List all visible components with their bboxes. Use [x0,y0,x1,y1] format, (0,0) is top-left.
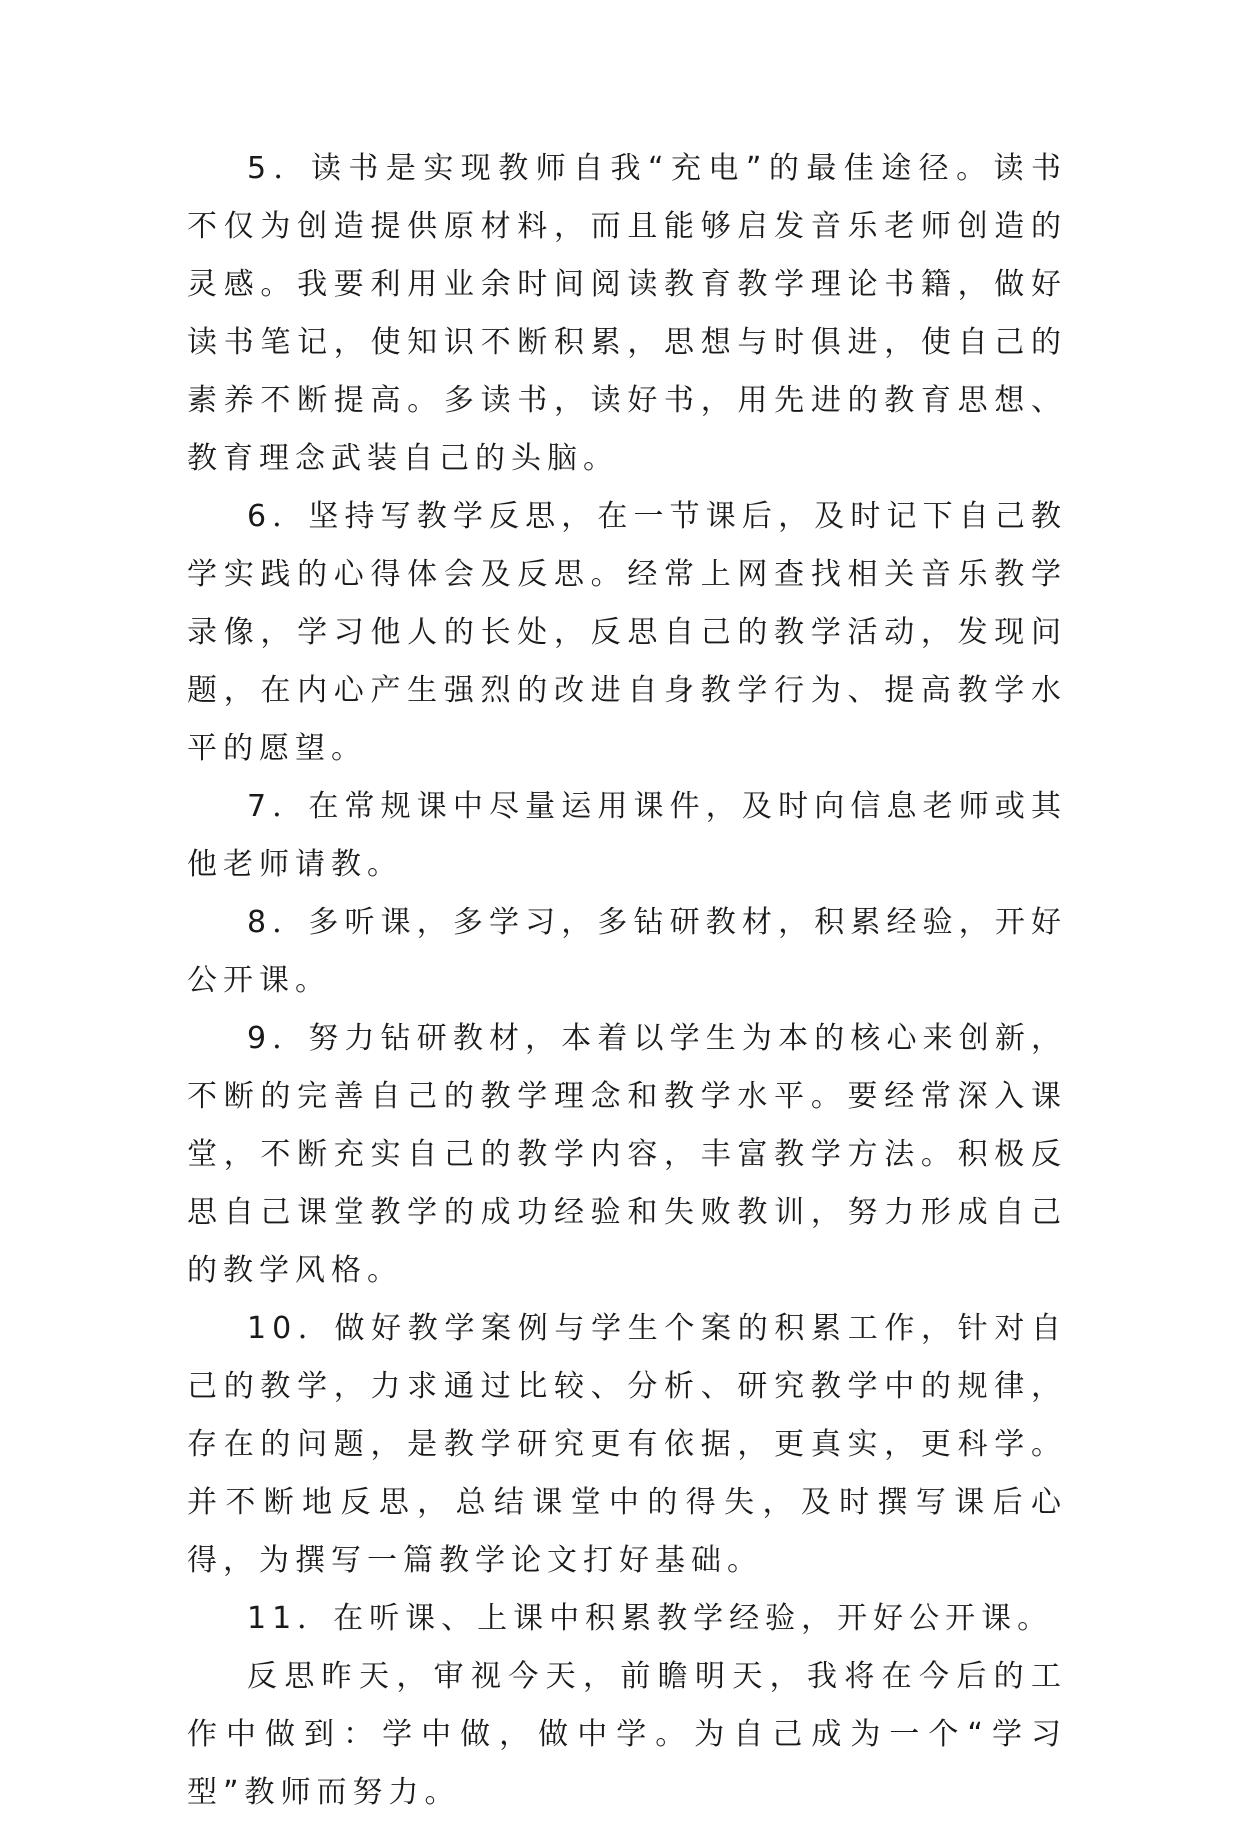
paragraph-item-5: 5．读书是实现教师自我“充电”的最佳途径。读书不仅为创造提供原材料，而且能够启发音乐老师创造的灵感。我要利用业余时间阅读教育教学理论书籍，做好读书笔记，使知识不断积累，思想与时俱进，使自己的素养不断提高。多读书，读好书，用先进的教育思想、教育理念武装自己的头脑。 [187,151,1067,476]
paragraph-item-8: 8．多听课，多学习，多钻研教材，积累经验，开好公开课。 [187,905,1067,998]
paragraph-item-6: 6．坚持写教学反思，在一节课后，及时记下自己教学实践的心得体会及反思。经常上网查找相关音乐教学录像，学习他人的长处，反思自己的教学活动，发现问题，在内心产生强烈的改进自身教学行为、提高教学水平的愿望。 [187,499,1067,766]
paragraph-conclusion: 反思昨天，审视今天，前瞻明天，我将在今后的工作中做到：学中做，做中学。为自己成为一个“学习型”教师而努力。 [187,1659,1067,1810]
paragraph-item-10: 10．做好教学案例与学生个案的积累工作，针对自己的教学，力求通过比较、分析、研究教学中的规律，存在的问题，是教学研究更有依据，更真实，更科学。并不断地反思，总结课堂中的得失，及时撰写课后心得，为撰写一篇教学论文打好基础。 [187,1311,1067,1578]
paragraph-item-11: 11．在听课、上课中积累教学经验，开好公开课。 [247,1601,1054,1636]
document-body [187,140,1067,1822]
paragraph-item-7: 7．在常规课中尽量运用课件，及时向信息老师或其他老师请教。 [187,789,1067,882]
paragraph-item-9: 9．努力钻研教材，本着以学生为本的核心来创新，不断的完善自己的教学理念和教学水平。要经常深入课堂，不断充实自己的教学内容，丰富教学方法。积极反思自己课堂教学的成功经验和失败教训，努力形成自己的教学风格。 [187,1021,1067,1288]
